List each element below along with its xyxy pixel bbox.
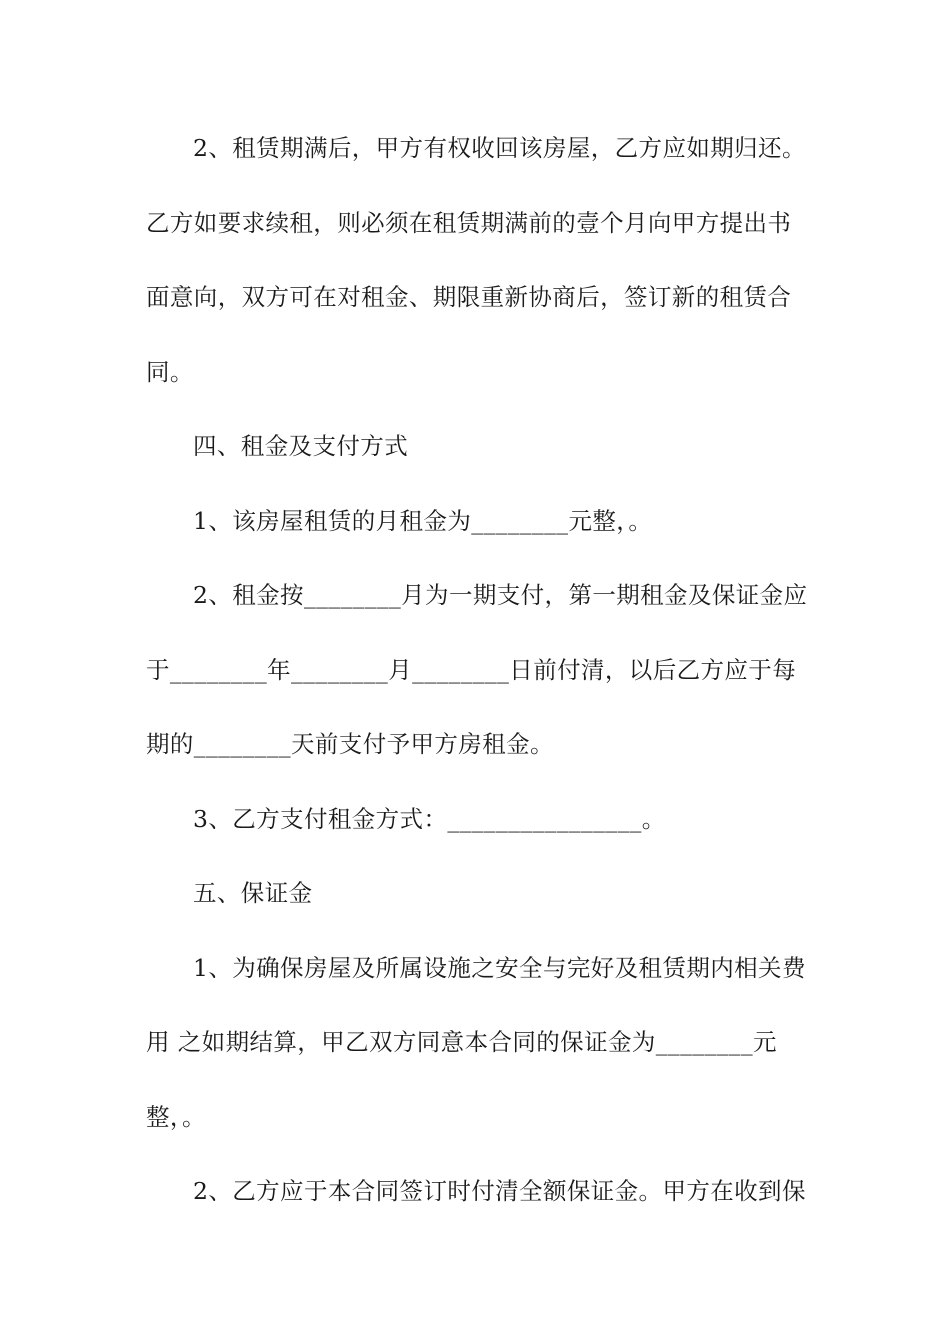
rent-clause-1: 1、该房屋租赁的月租金为________元整，。 xyxy=(193,506,653,535)
deposit-clause-2-line-1: 2、乙方应于本合同签订时付清全额保证金。甲方在收到保 xyxy=(193,1177,806,1205)
clause-2-renewal-line-1: 2、租赁期满后，甲方有权收回该房屋，乙方应如期归还。 xyxy=(193,134,806,162)
rent-clause-3: 3、乙方支付租金方式：________________。 xyxy=(193,804,666,833)
rent-clause-2-line-1: 2、租金按________月为一期支付，第一期租金及保证金应 xyxy=(193,581,808,609)
clause-2-renewal-line-3: 面意向，双方可在对租金、期限重新协商后，签订新的租赁合 xyxy=(146,283,792,311)
clause-2-renewal-line-2: 乙方如要求续租，则必须在租赁期满前的壹个月向甲方提出书 xyxy=(146,208,792,237)
rent-clause-2-line-3: 期的________天前支付予甲方房租金。 xyxy=(146,730,554,758)
deposit-clause-1-line-2: 用 之如期结算，甲乙双方同意本合同的保证金为________元 xyxy=(146,1028,777,1056)
document-body xyxy=(146,128,806,1246)
section-heading-rent: 四、租金及支付方式 xyxy=(193,432,409,460)
section-heading-deposit: 五、保证金 xyxy=(193,879,313,907)
deposit-clause-1-line-3: 整，。 xyxy=(146,1102,206,1131)
rent-clause-2-line-2: 于________年________月________日前付清，以后乙方应于每 xyxy=(146,655,797,684)
deposit-clause-1-line-1: 1、为确保房屋及所属设施之安全与完好及租赁期内相关费 xyxy=(193,953,806,982)
clause-2-renewal-line-4: 同。 xyxy=(146,357,194,386)
